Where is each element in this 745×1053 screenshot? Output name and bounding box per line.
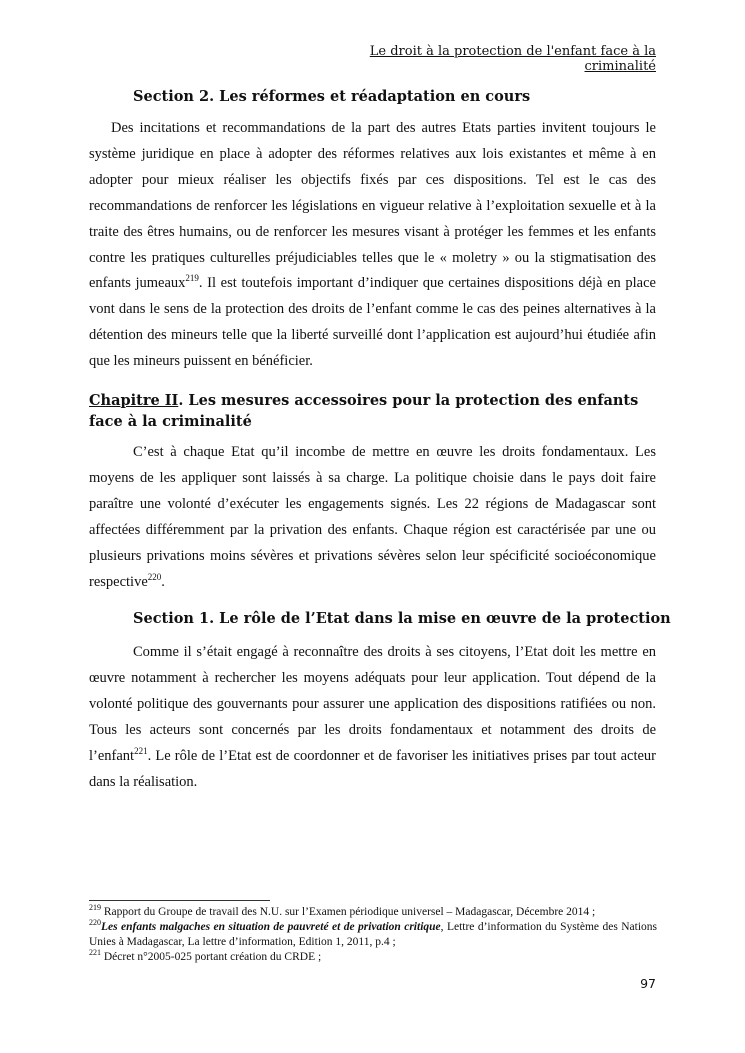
footnote-219 xyxy=(89,905,657,920)
footnote-number: 221 xyxy=(89,948,101,958)
footnote-ref-220[interactable]: 220 xyxy=(147,571,162,582)
footnote-number: 219 xyxy=(89,903,101,913)
chapter-2-paragraph xyxy=(89,440,656,595)
chapter-2-text-b: . xyxy=(161,573,165,590)
section-2-text-a: Des incitations et recommandations de la part des autres Etats parties invitent toujours le système juridique en place à adopter des réformes relatives aux lois existantes et même à en adopter pour mieux réaliser les objectifs fixés par ces dispositions. Tel est le cas des recommandations de renforcer les législations en vigueur relative à l’exploitation sexuelle et à la traite des êtres humains, ou de renforcer les mesures visant à protéger les femmes et les enfants contre les pratiques culturelles préjudiciables telles que le « moletry » ou la stigmatisation des enfants jumeaux xyxy=(89,120,656,292)
footnote-number: 220 xyxy=(89,918,101,928)
section-1-heading: Section 1. Le rôle de l’Etat dans la mise en œuvre de la protection xyxy=(133,610,671,627)
chapter-2-title: . Les mesures accessoires pour la protection des enfants face à la criminalité xyxy=(89,392,639,430)
section-2-heading: Section 2. Les réformes et réadaptation en cours xyxy=(133,88,531,105)
footnote-ref-219[interactable]: 219 xyxy=(185,273,199,284)
page-number: 97 xyxy=(640,976,656,991)
footnote-ref-221[interactable]: 221 xyxy=(134,745,148,756)
chapter-2-heading xyxy=(89,390,657,432)
footnote-text: Décret n°2005-025 portant création du CRDE ; xyxy=(101,951,322,963)
section-2-paragraph xyxy=(89,116,656,375)
footnotes xyxy=(89,905,657,965)
chapter-2-label: Chapitre II xyxy=(89,392,179,409)
section-1-text-b: . Le rôle de l’Etat est de coordonner et de favoriser les initiatives prises par tout acteur dans la réalisation. xyxy=(89,747,656,790)
footnote-221 xyxy=(89,950,657,965)
footnote-220 xyxy=(89,920,657,950)
footnote-separator xyxy=(89,900,270,901)
footnote-text: Rapport du Groupe de travail des N.U. sur l’Examen périodique universel – Madagascar, Décembre 2014 ; xyxy=(101,906,596,918)
section-1-paragraph xyxy=(89,640,656,795)
section-2-text-b: . Il est toutefois important d’indiquer que certaines dispositions déjà en place vont dans le sens de la protection des droits de l’enfant comme le cas des peines alternatives à la détention des mineurs telle que la liberté surveillé dont l’application est aujourd’hui étudiée afin que les mineurs puissent en bénéficier. xyxy=(89,275,656,370)
chapter-2-text-a: C’est à chaque Etat qu’il incombe de mettre en œuvre les droits fondamentaux. Les moyens de les appliquer sont laissés à sa charge. La politique choisie dans le pays doit faire paraître une volonté d’exécuter les engagements signés. Les 22 régions de Madagascar sont affectées différemment par la privation des enfants. Chaque région est caractérisée par une ou plusieurs privations moins sévères et privations sévères selon leur spécificité socioéconomique respective xyxy=(89,444,656,590)
running-header: Le droit à la protection de l'enfant face à la criminalité xyxy=(369,44,656,74)
footnote-text: , Lettre d’information du Système des Nations Unies à Madagascar, La lettre d’information, Edition 1, 2011, p.4 ; xyxy=(89,921,657,948)
footnote-title: Les enfants malgaches en situation de pauvreté et de privation critique xyxy=(101,921,441,933)
section-1-text-a: Comme il s’était engagé à reconnaître des droits à ses citoyens, l’Etat doit les mettre en œuvre notamment à rechercher les moyens adéquats pour leur application. Tout dépend de la volonté politique des gouvernants pour assurer une application des dispositions ratifiées ou non. Tous les acteurs sont concernés par les droits fondamentaux et notamment des droits de l’enfant xyxy=(89,644,656,764)
